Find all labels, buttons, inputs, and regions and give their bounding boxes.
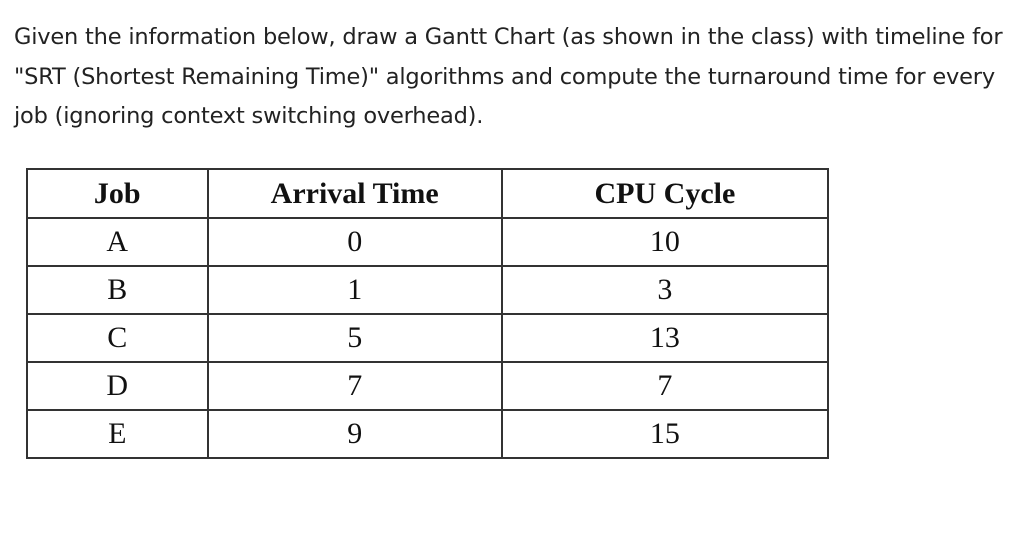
cell-cpu-cycle: 13 xyxy=(502,314,828,362)
cell-arrival-time: 5 xyxy=(208,314,502,362)
cell-cpu-cycle: 3 xyxy=(502,266,828,314)
cell-job: B xyxy=(27,266,208,314)
cell-cpu-cycle: 10 xyxy=(502,218,828,266)
header-arrival-time: Arrival Time xyxy=(208,169,502,218)
table-row xyxy=(27,314,828,362)
header-cpu-cycle: CPU Cycle xyxy=(502,169,828,218)
cell-cpu-cycle: 15 xyxy=(502,410,828,458)
cell-job: A xyxy=(27,218,208,266)
header-job: Job xyxy=(27,169,208,218)
table-row xyxy=(27,410,828,458)
cell-arrival-time: 9 xyxy=(208,410,502,458)
job-table xyxy=(26,168,829,459)
cell-job: C xyxy=(27,314,208,362)
cell-job: D xyxy=(27,362,208,410)
table-row xyxy=(27,266,828,314)
cell-cpu-cycle: 7 xyxy=(502,362,828,410)
question-text: Given the information below, draw a Gantt Chart (as shown in the class) with timeline for "SRT (Shortest Remaining Time)" algorithms and compute the turnaround time for every job (ignoring context switching overhead). xyxy=(14,24,1003,129)
table-row xyxy=(27,218,828,266)
cell-arrival-time: 0 xyxy=(208,218,502,266)
table-header-row xyxy=(27,169,828,218)
cell-job: E xyxy=(27,410,208,458)
table-row xyxy=(27,362,828,410)
cell-arrival-time: 1 xyxy=(208,266,502,314)
cell-arrival-time: 7 xyxy=(208,362,502,410)
